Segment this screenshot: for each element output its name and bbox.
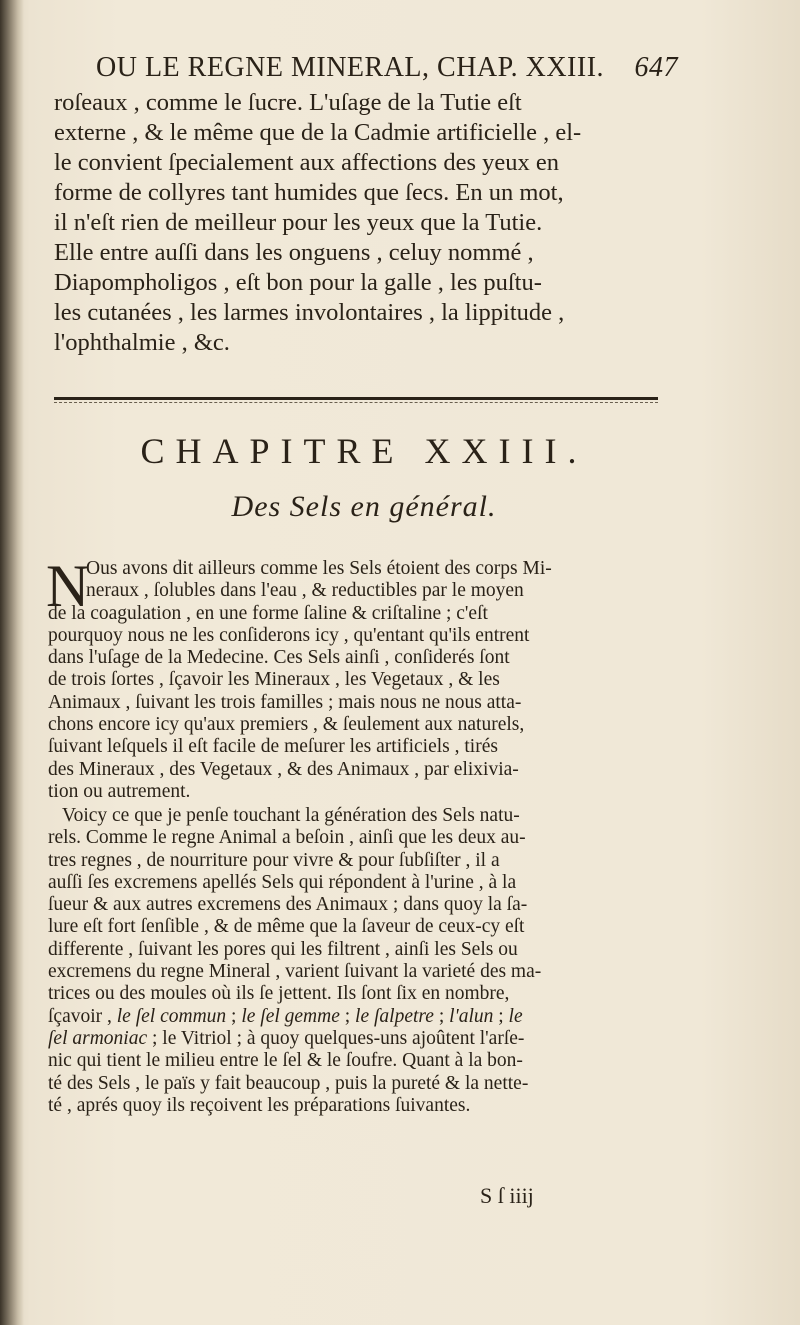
text-line: té des Sels , le païs y fait beaucoup , puis la pureté & la nette- [48, 1072, 529, 1094]
salt-name: ſel armoniac [48, 1027, 148, 1049]
text-line: tres regnes , de nourriture pour vivre & pour ſubſiſter , il a [48, 849, 500, 871]
text-fragment: ſçavoir , [48, 1005, 117, 1027]
paragraph-2 [48, 805, 676, 1117]
text-line: le convient ſpecialement aux affections des yeux en [54, 149, 560, 176]
text-line: Animaux , ſuivant les trois familles ; mais nous ne nous atta- [48, 691, 522, 713]
page-gutter [0, 0, 24, 1325]
paragraph-1 [46, 553, 676, 803]
text-line: dans l'uſage de la Medecine. Ces Sels ainſi , conſiderés ſont [48, 647, 510, 669]
drop-cap: N [46, 553, 90, 619]
salt-name: l'alun [449, 1005, 494, 1027]
text-line: neraux , ſolubles dans l'eau , & reductibles par le moyen [86, 580, 524, 602]
text-line: il n'eſt rien de meilleur pour les yeux que la Tutie. [54, 209, 543, 236]
chapter-heading: CHAPITRE XXIII. [140, 431, 588, 471]
section-divider [54, 397, 658, 400]
separator: ; [493, 1005, 509, 1027]
text-line: tion ou autrement. [48, 780, 191, 802]
text-fragment: le [508, 1005, 523, 1027]
text-line: roſeaux , comme le ſucre. L'uſage de la Tutie eſt [54, 89, 522, 116]
separator: ; [226, 1005, 242, 1027]
top-paragraph [54, 88, 674, 358]
salt-name: le ſel commun [116, 1005, 227, 1027]
salt-name: le ſalpetre [355, 1005, 434, 1027]
text-line: Elle entre auſſi dans les onguens , celuy nommé , [54, 239, 534, 266]
text-line: de la coagulation , en une forme ſaline & criſtaline ; c'eſt [48, 602, 488, 624]
text-line: té , aprés quoy ils reçoivent les préparations ſuivantes. [48, 1094, 471, 1116]
text-line: forme de collyres tant humides que ſecs. En un mot, [54, 179, 564, 206]
section-divider-dotted [54, 402, 658, 403]
text-line [48, 1028, 676, 1050]
text-line: ſueur & aux autres excremens des Animaux ; dans quoy la ſa- [48, 894, 528, 916]
separator: ; [339, 1005, 356, 1027]
text-line: externe , & le même que de la Cadmie artificielle , el- [54, 119, 582, 146]
text-line: excremens du regne Mineral , varient ſuivant la varieté des ma- [48, 961, 542, 983]
text-line: differente , ſuivant les pores qui les filtrent , ainſi les Sels ou [48, 938, 518, 960]
text-line: les cutanées , les larmes involontaires , la lippitude , [54, 299, 565, 326]
text-line: ſuivant leſquels il eſt facile de meſurer les artificiels , tirés [48, 736, 498, 758]
text-line: pourquoy nous ne les conſiderons icy , qu'entant qu'ils entrent [48, 624, 530, 646]
text-line: chons encore icy qu'aux premiers , & ſeulement aux naturels, [48, 714, 525, 736]
signature-mark: S ſ iiij [480, 1183, 534, 1208]
text-line: Ous avons dit ailleurs comme les Sels étoient des corps Mi- [86, 558, 552, 579]
chapter-subtitle: Des Sels en général. [231, 490, 497, 523]
text-line: Diapompholigos , eſt bon pour la galle , les puſtu- [54, 269, 542, 296]
text-line: rels. Comme le regne Animal a beſoin , ainſi que les deux au- [48, 827, 526, 849]
text-line: l'ophthalmie , &c. [54, 329, 230, 356]
separator: ; [433, 1005, 450, 1027]
text-line: de trois ſortes , ſçavoir les Mineraux , les Vegetaux , & les [48, 669, 500, 691]
text-line: auſſi ſes excremens apellés Sels qui répondent à l'urine , à la [48, 871, 517, 893]
text-line: nic qui tient le milieu entre le ſel & le ſoufre. Quant à la bon- [48, 1050, 523, 1072]
text-line: des Mineraux , des Vegetaux , & des Animaux , par elixivia- [48, 758, 519, 780]
text-line: lure eſt fort ſenſible , & de même que la ſaveur de ceux-cy eſt [48, 916, 525, 938]
running-head [96, 52, 696, 92]
text-line [48, 1006, 676, 1028]
running-head-title: OU LE REGNE MINERAL, CHAP. XXIII. [96, 52, 605, 83]
salt-name: le ſel gemme [241, 1005, 340, 1027]
page-number: 647 [634, 52, 678, 83]
text-line: trices ou des moules où ils ſe jettent. Ils ſont ſix en nombre, [48, 983, 510, 1005]
text-fragment: ; le Vitriol ; à quoy quelques-uns ajoûtent l'arſe- [147, 1027, 525, 1049]
text-line: Voicy ce que je penſe touchant la génération des Sels natu- [62, 805, 520, 826]
